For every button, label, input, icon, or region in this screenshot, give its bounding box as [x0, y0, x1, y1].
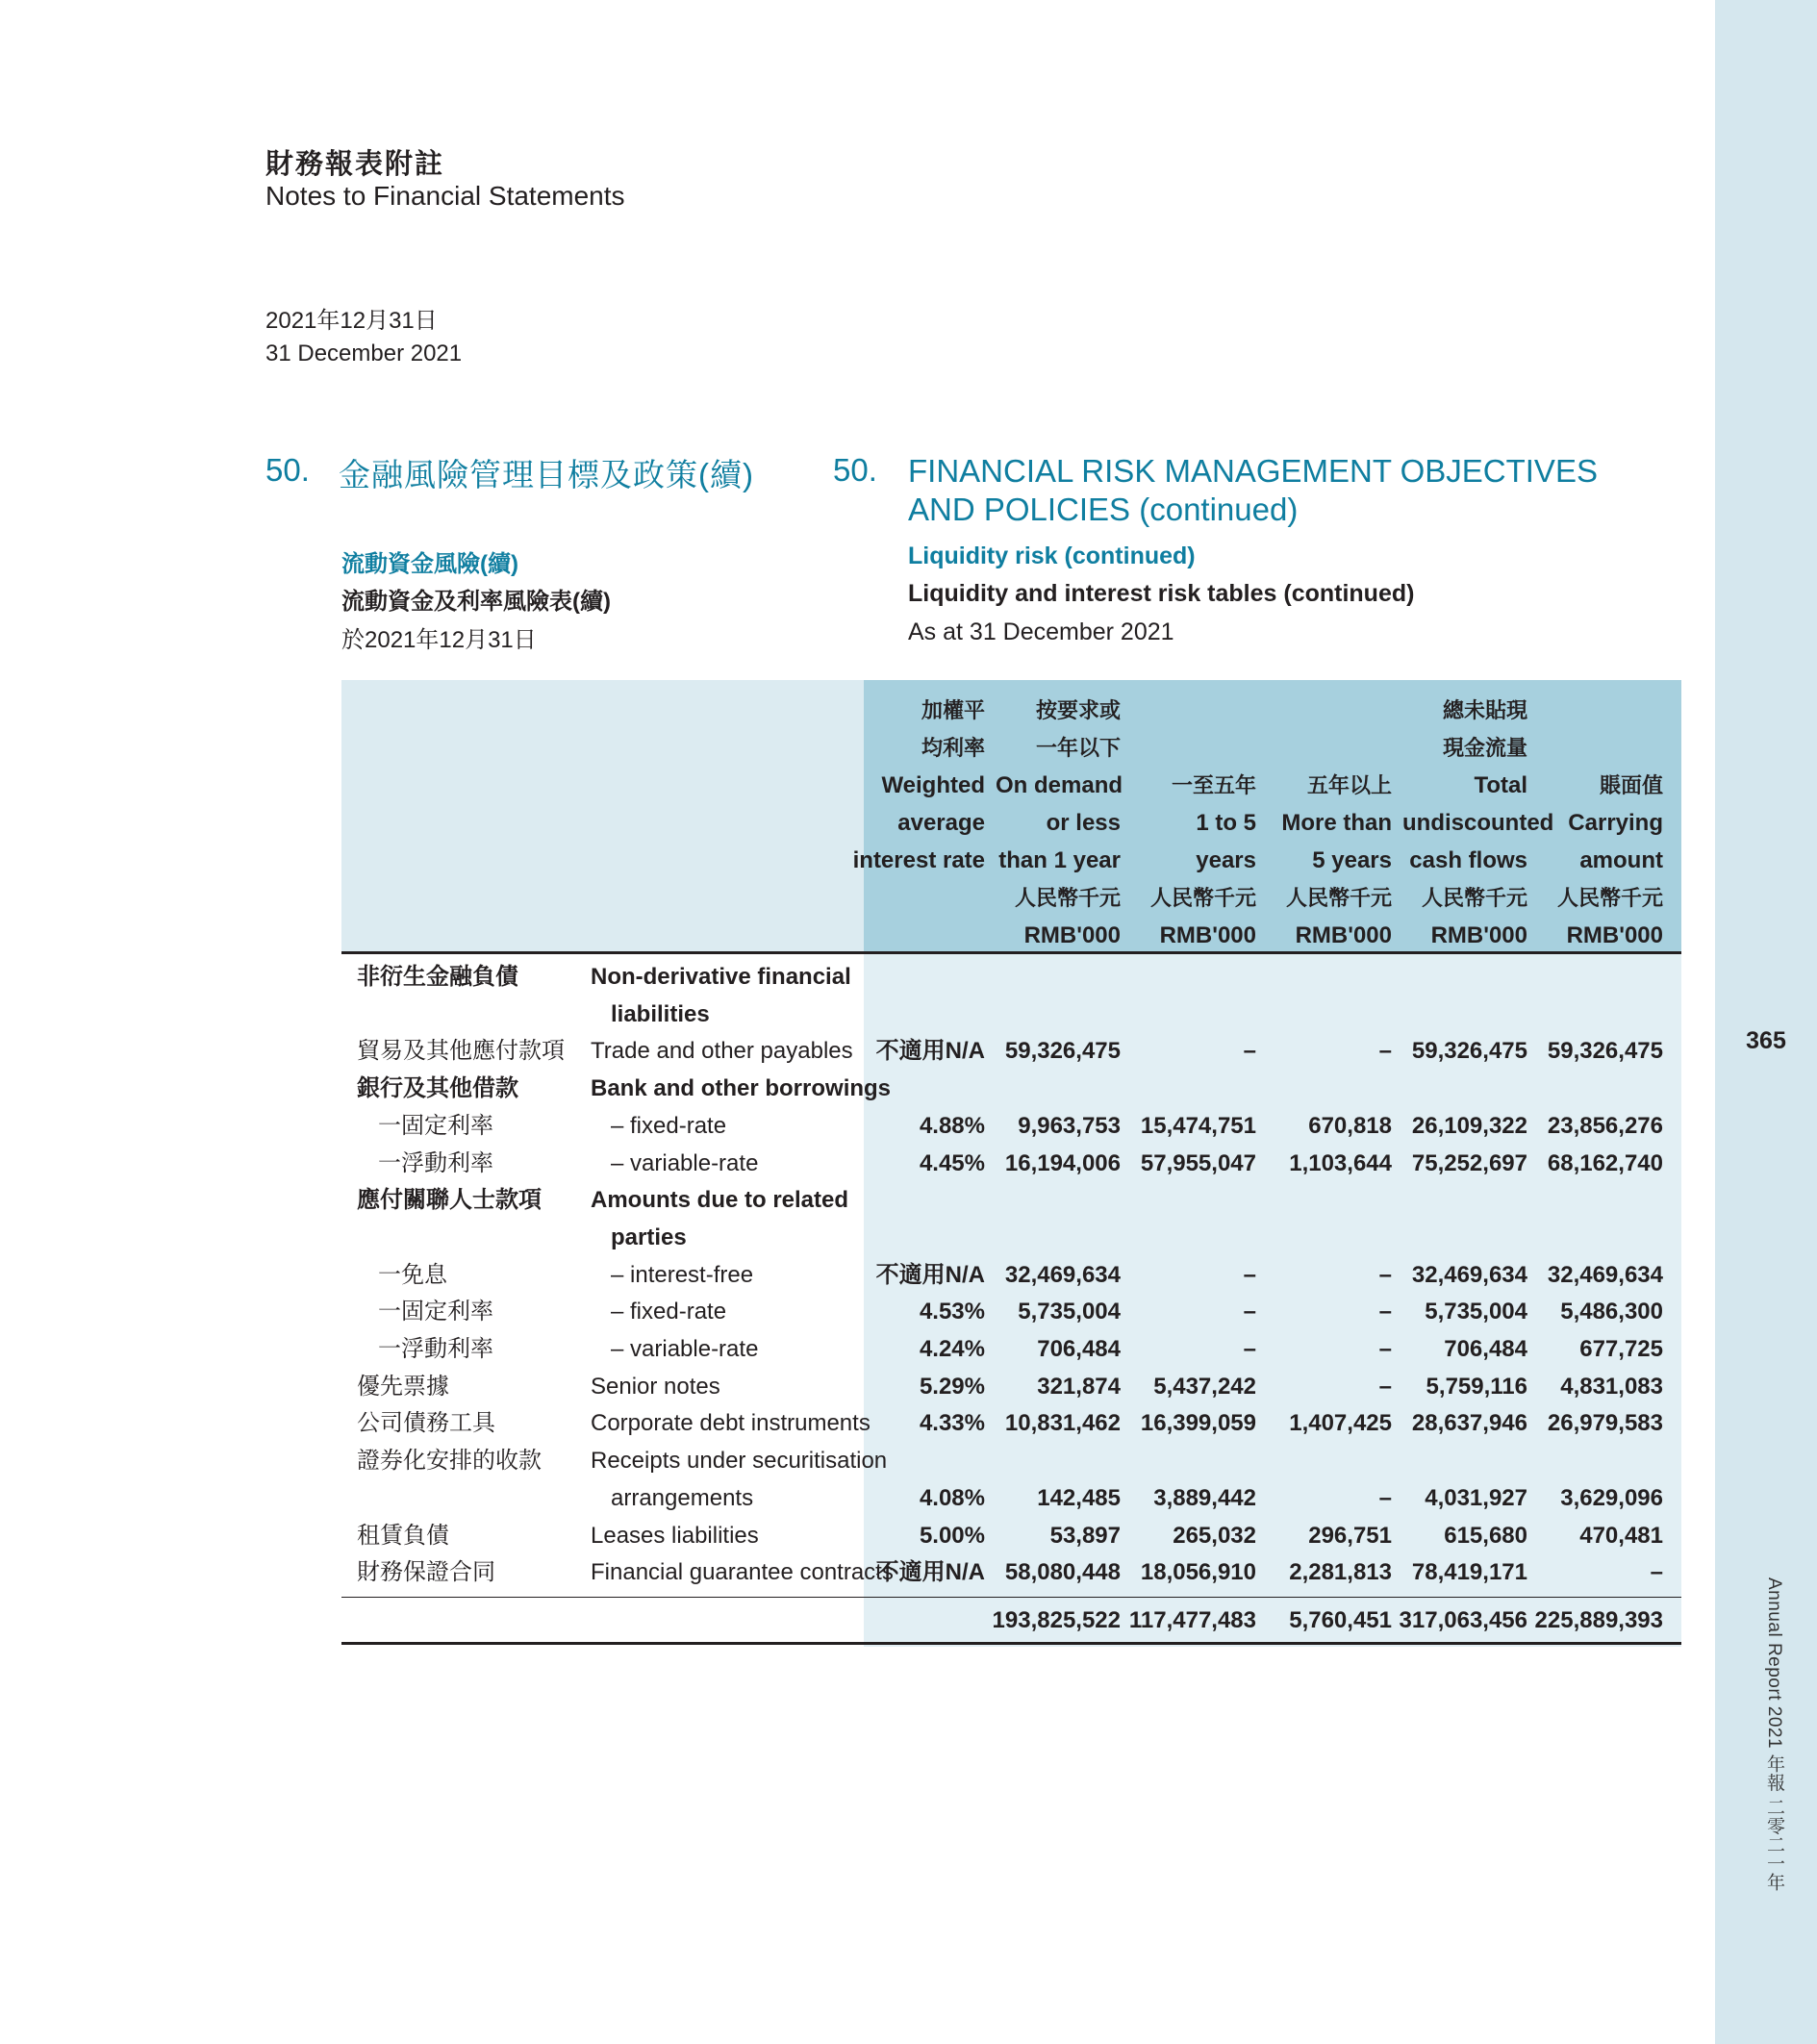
column-header-5: [1538, 692, 1663, 954]
cell-value: 53,897: [1049, 1522, 1121, 1549]
table-row: [341, 1442, 1681, 1479]
row-label-zh: 應付關聯人士款項: [357, 1187, 542, 1214]
cell-value: 2,281,813: [1289, 1559, 1392, 1586]
column-header-line: years: [1196, 847, 1256, 873]
subheading-date-zh: 於2021年12月31日: [341, 627, 537, 653]
cell-value: 16,399,059: [1140, 1410, 1256, 1437]
row-label-zh: 非衍生金融負債: [357, 964, 518, 990]
column-header-line: RMB'000: [1295, 922, 1392, 948]
row-label-zh: 一免息: [378, 1261, 447, 1288]
row-label-en-continued: parties: [611, 1224, 687, 1250]
cell-value: 75,252,697: [1411, 1149, 1527, 1176]
total-value: 117,477,483: [1128, 1607, 1256, 1633]
column-header-line: 人民幣千元: [1556, 886, 1663, 910]
cell-value: –: [1378, 1261, 1392, 1288]
section-title-en: FINANCIAL RISK MANAGEMENT OBJECTIVES AND POLICIES (continued): [908, 453, 1598, 527]
header-title-zh: 財務報表附註: [265, 147, 445, 180]
header-band-left: [341, 680, 864, 953]
cell-value: 4.45%: [919, 1149, 985, 1176]
cell-value: 4.88%: [919, 1112, 985, 1139]
cell-value: 4.53%: [919, 1299, 985, 1325]
table-row: [341, 1368, 1681, 1405]
row-label-zh: 公司債務工具: [357, 1410, 495, 1437]
subheading-tables-zh: 流動資金及利率風險表(續): [341, 589, 611, 615]
cell-value: 677,725: [1579, 1336, 1663, 1362]
cell-value: 142,485: [1037, 1484, 1121, 1511]
row-label-en: Financial guarantee contracts: [591, 1559, 894, 1586]
cell-value: 18,056,910: [1140, 1559, 1256, 1586]
section-number-en: 50.: [833, 452, 877, 488]
row-label-en-continued: liabilities: [611, 1000, 710, 1027]
row-label-en: Bank and other borrowings: [591, 1075, 892, 1102]
cell-value: 15,474,751: [1140, 1112, 1256, 1139]
subheading-liquidity-zh: 流動資金風險(續): [341, 551, 518, 577]
table-row: [341, 1032, 1681, 1070]
table-row: [341, 1181, 1681, 1219]
column-header-line: Weighted: [881, 772, 985, 798]
cell-value: 5,735,004: [1018, 1299, 1121, 1325]
totals-row: [341, 1602, 1681, 1639]
row-label-en: Amounts due to related: [591, 1187, 849, 1214]
table-row: [341, 1330, 1681, 1368]
column-header-1: [996, 692, 1121, 954]
header-title-en: Notes to Financial Statements: [265, 181, 625, 211]
cell-value: 28,637,946: [1411, 1410, 1527, 1437]
row-label-zh: 優先票據: [357, 1373, 449, 1400]
column-header-line: undiscounted: [1402, 810, 1554, 836]
subheading-liquidity-en: Liquidity risk (continued): [908, 543, 1196, 569]
cell-value: 265,032: [1173, 1522, 1256, 1549]
table-row: [341, 1145, 1681, 1182]
column-header-line: 人民幣千元: [1149, 886, 1256, 910]
cell-value: –: [1378, 1336, 1392, 1362]
column-header-line: 加權平: [921, 698, 985, 722]
row-label-en: Non-derivative financial: [591, 964, 851, 990]
column-header-line: [1267, 692, 1392, 729]
row-label-zh: 銀行及其他借款: [357, 1075, 518, 1102]
total-value: 193,825,522: [992, 1607, 1121, 1633]
cell-value: 706,484: [1037, 1336, 1121, 1362]
cell-value: –: [1378, 1373, 1392, 1400]
liquidity-table: [341, 680, 1681, 1647]
cell-value: 3,629,096: [1560, 1484, 1663, 1511]
row-label-en-continued: arrangements: [611, 1484, 754, 1511]
row-label-en: Senior notes: [591, 1373, 720, 1400]
table-row: [341, 1553, 1681, 1591]
column-header-line: 5 years: [1312, 847, 1392, 873]
cell-value: 4.24%: [919, 1336, 985, 1362]
cell-value: 5.29%: [919, 1373, 985, 1400]
column-header-line: interest rate: [852, 847, 985, 873]
annual-report-label: Annual Report 2021 年報 二零二一年: [1764, 1577, 1784, 1892]
cell-value: 不適用N/A: [875, 1559, 985, 1586]
column-header-line: 1 to 5: [1196, 810, 1256, 836]
column-header-line: than 1 year: [998, 847, 1121, 873]
row-label-zh: 財務保證合同: [357, 1559, 495, 1586]
column-header-line: RMB'000: [1023, 922, 1121, 948]
cell-value: 57,955,047: [1140, 1149, 1256, 1176]
row-label-zh: 一浮動利率: [378, 1336, 493, 1362]
column-header-line: 一至五年: [1171, 773, 1256, 797]
table-row: [341, 1256, 1681, 1294]
column-header-line: 總未貼現: [1442, 698, 1527, 722]
row-label-en: Corporate debt instruments: [591, 1410, 871, 1437]
column-header-line: [1538, 692, 1663, 729]
row-label-en: – fixed-rate: [611, 1112, 727, 1139]
subheading-tables-en: Liquidity and interest risk tables (continued): [908, 580, 1415, 607]
row-label-en: – interest-free: [611, 1261, 754, 1288]
cell-value: 4.33%: [919, 1410, 985, 1437]
column-header-line: or less: [1046, 810, 1121, 836]
column-header-line: On demand: [996, 772, 1123, 798]
cell-value: 9,963,753: [1018, 1112, 1121, 1139]
cell-value: –: [1378, 1299, 1392, 1325]
table-row: [341, 1070, 1681, 1107]
column-header-line: 人民幣千元: [1285, 886, 1392, 910]
table-row: [341, 1517, 1681, 1554]
row-label-en: – variable-rate: [611, 1149, 759, 1176]
table-row-continuation: [341, 1479, 1681, 1517]
cell-value: –: [1243, 1038, 1256, 1065]
row-label-zh: 租賃負債: [357, 1522, 449, 1549]
column-header-line: 人民幣千元: [1421, 886, 1527, 910]
cell-value: 59,326,475: [1411, 1038, 1527, 1065]
column-header-line: RMB'000: [1159, 922, 1256, 948]
cell-value: –: [1650, 1559, 1663, 1586]
row-label-zh: 一浮動利率: [378, 1149, 493, 1176]
cell-value: 5,437,242: [1153, 1373, 1256, 1400]
section-title-zh: 金融風險管理目標及政策(續): [339, 457, 754, 492]
column-header-line: [841, 879, 985, 917]
date-en: 31 December 2021: [265, 341, 463, 366]
cell-value: 4,031,927: [1425, 1484, 1527, 1511]
cell-value: 23,856,276: [1547, 1112, 1663, 1139]
column-header-line: [1267, 729, 1392, 767]
row-label-zh: 一固定利率: [378, 1112, 493, 1139]
cell-value: –: [1243, 1299, 1256, 1325]
date-zh: 2021年12月31日: [265, 308, 438, 334]
cell-value: 16,194,006: [1004, 1149, 1121, 1176]
row-label-zh: 貿易及其他應付款項: [357, 1038, 565, 1065]
column-header-line: [1538, 729, 1663, 767]
column-header-3: [1267, 692, 1392, 954]
cell-value: 32,469,634: [1004, 1261, 1121, 1288]
column-header-line: 賬面值: [1599, 773, 1663, 797]
column-header-line: 五年以上: [1306, 773, 1392, 797]
cell-value: 5,486,300: [1560, 1299, 1663, 1325]
column-header-line: 人民幣千元: [1014, 886, 1121, 910]
table-row: [341, 1293, 1681, 1330]
total-rule-bottom: [341, 1642, 1681, 1645]
column-header-0: [841, 692, 985, 954]
cell-value: 3,889,442: [1153, 1484, 1256, 1511]
row-label-en: – fixed-rate: [611, 1299, 727, 1325]
row-label-zh: 一固定利率: [378, 1299, 493, 1325]
table-row: [341, 958, 1681, 996]
cell-value: 5.00%: [919, 1522, 985, 1549]
cell-value: 32,469,634: [1547, 1261, 1663, 1288]
column-header-4: [1402, 692, 1554, 954]
section-number-zh: 50.: [265, 452, 310, 488]
cell-value: 78,419,171: [1411, 1559, 1527, 1586]
cell-value: 4.08%: [919, 1484, 985, 1511]
cell-value: –: [1243, 1261, 1256, 1288]
table-row-continuation: [341, 1219, 1681, 1256]
cell-value: 59,326,475: [1547, 1038, 1663, 1065]
row-label-en: – variable-rate: [611, 1336, 759, 1362]
cell-value: 5,735,004: [1425, 1299, 1527, 1325]
cell-value: –: [1378, 1038, 1392, 1065]
page-number: 365: [1746, 1027, 1786, 1054]
column-header-line: 按要求或: [1035, 698, 1121, 722]
cell-value: 470,481: [1579, 1522, 1663, 1549]
cell-value: 1,103,644: [1289, 1149, 1392, 1176]
cell-value: 26,109,322: [1411, 1112, 1527, 1139]
cell-value: 68,162,740: [1547, 1149, 1663, 1176]
row-label-en: Trade and other payables: [591, 1038, 853, 1065]
column-header-line: 現金流量: [1442, 736, 1527, 760]
cell-value: 321,874: [1037, 1373, 1121, 1400]
cell-value: 5,759,116: [1426, 1373, 1527, 1400]
row-label-en: Receipts under securitisation: [591, 1448, 888, 1475]
subheading-date-en: As at 31 December 2021: [908, 618, 1174, 645]
cell-value: 296,751: [1308, 1522, 1392, 1549]
row-label-zh: 證券化安排的收款: [357, 1448, 542, 1475]
cell-value: 58,080,448: [1004, 1559, 1121, 1586]
cell-value: 不適用N/A: [875, 1038, 985, 1065]
cell-value: 32,469,634: [1411, 1261, 1527, 1288]
total-value: 225,889,393: [1534, 1607, 1663, 1633]
cell-value: –: [1243, 1336, 1256, 1362]
cell-value: 1,407,425: [1289, 1410, 1392, 1437]
table-row: [341, 1107, 1681, 1145]
total-value: 5,760,451: [1289, 1607, 1392, 1633]
cell-value: 10,831,462: [1004, 1410, 1121, 1437]
row-label-en: Leases liabilities: [591, 1522, 759, 1549]
cell-value: 26,979,583: [1547, 1410, 1663, 1437]
column-header-line: 一年以下: [1035, 736, 1121, 760]
cell-value: 不適用N/A: [875, 1261, 985, 1288]
cell-value: 615,680: [1444, 1522, 1527, 1549]
column-header-line: [1131, 692, 1256, 729]
column-header-line: 均利率: [921, 736, 985, 760]
column-header-line: [1131, 729, 1256, 767]
cell-value: 670,818: [1308, 1112, 1392, 1139]
table-row-continuation: [341, 996, 1681, 1033]
column-header-line: amount: [1579, 847, 1663, 873]
cell-value: –: [1378, 1484, 1392, 1511]
cell-value: 706,484: [1444, 1336, 1527, 1362]
column-header-line: RMB'000: [1430, 922, 1527, 948]
column-header-line: Carrying: [1568, 810, 1663, 836]
cell-value: 4,831,083: [1560, 1373, 1663, 1400]
column-header-line: More than: [1281, 810, 1392, 836]
cell-value: 59,326,475: [1004, 1038, 1121, 1065]
total-value: 317,063,456: [1399, 1607, 1527, 1633]
column-header-2: [1131, 692, 1256, 954]
column-header-line: cash flows: [1409, 847, 1527, 873]
column-header-line: [841, 917, 985, 954]
column-header-line: Total: [1474, 772, 1527, 798]
column-header-line: average: [897, 810, 985, 836]
total-rule-top: [341, 1597, 1681, 1598]
table-row: [341, 1404, 1681, 1442]
column-header-line: RMB'000: [1566, 922, 1663, 948]
